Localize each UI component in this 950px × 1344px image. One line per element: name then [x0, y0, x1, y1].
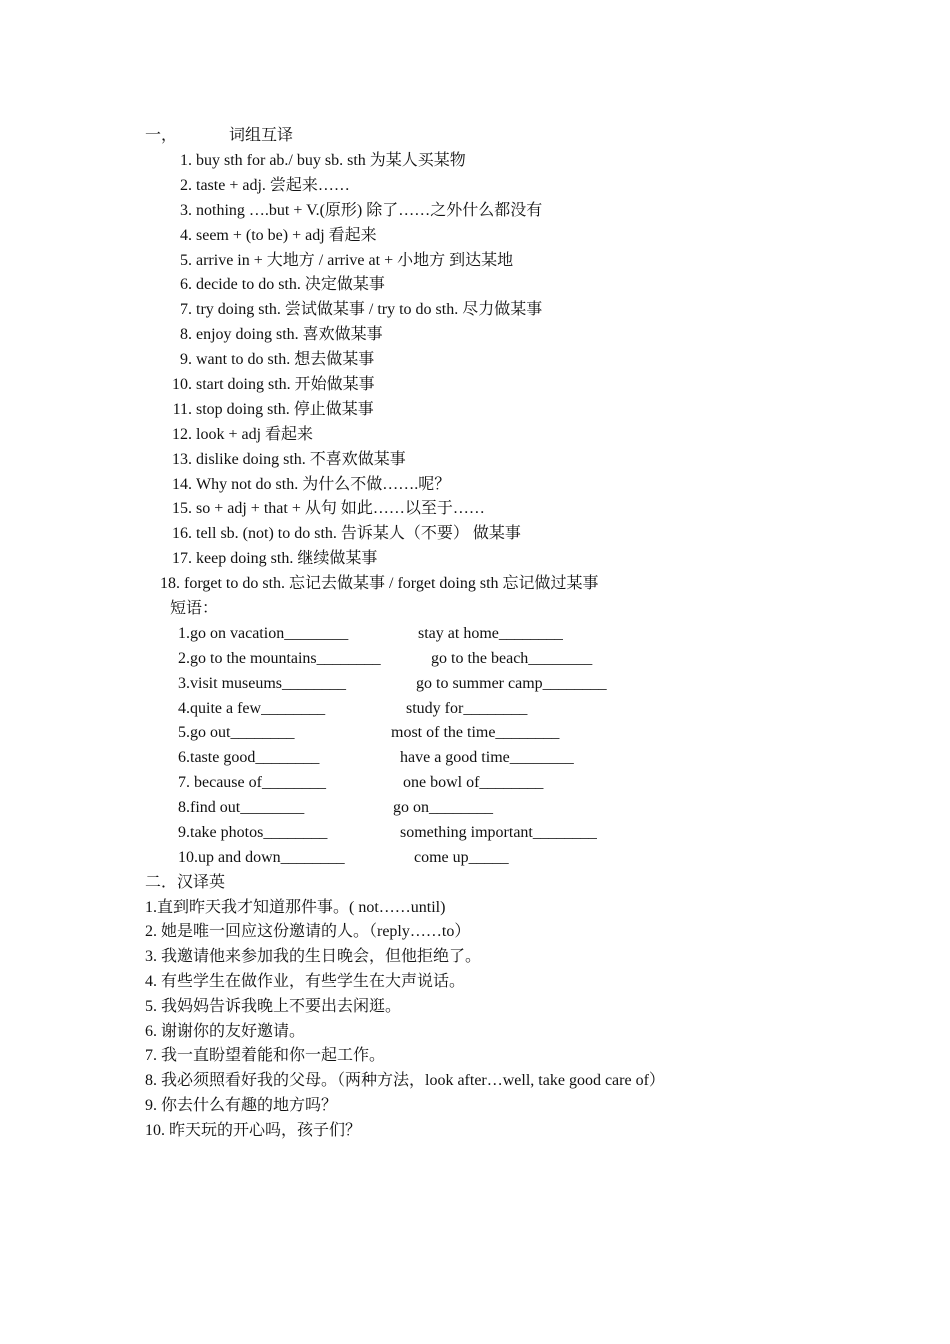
list-item: 13. dislike doing sth. 不喜欢做某事 — [172, 451, 406, 468]
list-item: 6. 谢谢你的友好邀请。 — [145, 1023, 306, 1040]
phrase-right: go to the beach________ — [431, 650, 593, 667]
phrase-left: 5.go out________ — [178, 724, 295, 741]
list-item: 3. 我邀请他来参加我的生日晚会，但他拒绝了。 — [145, 948, 482, 965]
phrase-right: come up_____ — [414, 849, 509, 866]
list-item: 18. forget to do sth. 忘记去做某事 / forget doing sth 忘记做过某事 — [160, 575, 599, 592]
list-item: 10. start doing sth. 开始做某事 — [172, 376, 375, 393]
list-item: 9. 你去什么有趣的地方吗？ — [145, 1097, 338, 1114]
section1-title: 词组互译 — [229, 127, 294, 144]
phrase-right: something important________ — [400, 824, 597, 841]
list-item: 5. arrive in + 大地方 / arrive at + 小地方 到达某地 — [180, 252, 514, 269]
phrase-right: have a good time________ — [400, 749, 574, 766]
list-item: 1.直到昨天我才知道那件事。( not……until) — [145, 899, 446, 916]
phrase-left: 1.go on vacation________ — [178, 625, 349, 642]
list-item: 15. so + adj + that + 从句 如此……以至于…… — [172, 500, 485, 517]
phrase-left: 7. because of________ — [178, 774, 326, 791]
list-item: 7. 我一直盼望着能和你一起工作。 — [145, 1047, 386, 1064]
phrases-label: 短语： — [170, 600, 219, 617]
phrase-right: most of the time________ — [391, 724, 560, 741]
phrase-left: 3.visit museums________ — [178, 675, 347, 692]
phrase-left: 4.quite a few________ — [178, 700, 326, 717]
list-item: 8. enjoy doing sth. 喜欢做某事 — [180, 326, 383, 343]
list-item: 10. 昨天玩的开心吗，孩子们？ — [145, 1122, 362, 1139]
section1-heading — [145, 126, 293, 146]
phrase-left: 8.find out________ — [178, 799, 305, 816]
list-item: 9. want to do sth. 想去做某事 — [180, 351, 375, 368]
list-item: 2. 她是唯一回应这份邀请的人。（reply……to） — [145, 923, 471, 940]
phrase-left: 10.up and down________ — [178, 849, 345, 866]
list-item: 4. 有些学生在做作业，有些学生在大声说话。 — [145, 973, 466, 990]
list-item: 14. Why not do sth. 为什么不做…….呢？ — [172, 476, 451, 493]
list-item: 1. buy sth for ab./ buy sb. sth 为某人买某物 — [180, 152, 466, 169]
list-item: 7. try doing sth. 尝试做某事 / try to do sth. 尽力做某事 — [180, 301, 543, 318]
phrase-right: study for________ — [406, 700, 528, 717]
phrase-right: stay at home________ — [418, 625, 563, 642]
list-item: 4. seem + (to be) + adj 看起来 — [180, 227, 377, 244]
list-item: 12. look + adj 看起来 — [172, 426, 314, 443]
list-item: 16. tell sb. (not) to do sth. 告诉某人（不要） 做某事 — [172, 525, 521, 542]
list-item: 17. keep doing sth. 继续做某事 — [172, 550, 378, 567]
list-item: 6. decide to do sth. 决定做某事 — [180, 276, 385, 293]
phrase-left: 9.take photos________ — [178, 824, 328, 841]
list-item: 11. stop doing sth. 停止做某事 — [172, 401, 374, 418]
section2-heading: 二．汉译英 — [145, 874, 226, 891]
phrase-right: one bowl of________ — [403, 774, 544, 791]
phrase-right: go to summer camp________ — [416, 675, 607, 692]
list-item: 3. nothing ….but + V.(原形) 除了……之外什么都没有 — [180, 202, 543, 219]
phrase-right: go on________ — [393, 799, 493, 816]
phrase-left: 6.taste good________ — [178, 749, 320, 766]
list-item: 5. 我妈妈告诉我晚上不要出去闲逛。 — [145, 998, 402, 1015]
list-item: 2. taste + adj. 尝起来…… — [180, 177, 350, 194]
section1-number: 一， — [145, 127, 178, 144]
phrase-left: 2.go to the mountains________ — [178, 650, 381, 667]
list-item: 8. 我必须照看好我的父母。（两种方法，look after…well, take good care of） — [145, 1072, 665, 1089]
